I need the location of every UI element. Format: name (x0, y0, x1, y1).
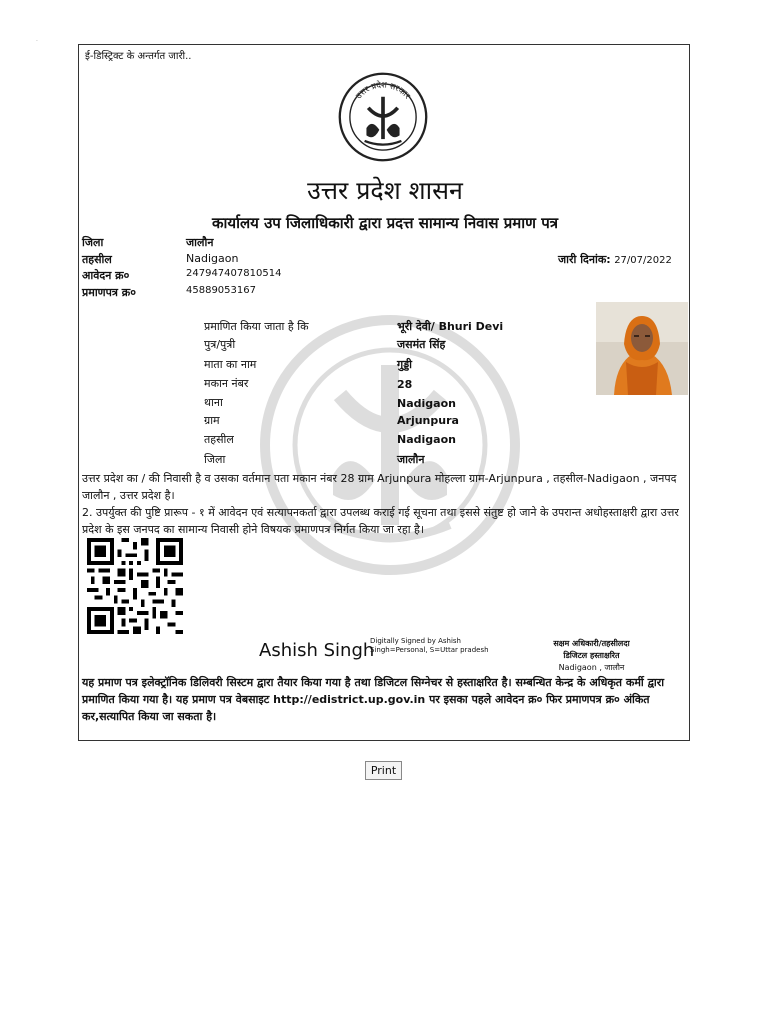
qr-code-icon (87, 538, 183, 634)
header-note: ई-डिस्ट्रिक्ट के अन्तर्गत जारी.. (85, 51, 192, 62)
issue-date-value: 27/07/2022 (614, 255, 672, 266)
application-no-value: 247947407810514 (186, 268, 282, 279)
police-station-value: Nadigaon (397, 397, 456, 410)
mother-name: गुड्डी (397, 358, 413, 371)
authority-digital-signed: डिजिटल हस्ताक्षरित (563, 651, 620, 660)
house-no-value: 28 (397, 378, 413, 391)
parent-label: पुत्र/पुत्री (204, 338, 236, 351)
government-title: उत्तर प्रदेश शासन (307, 176, 463, 205)
up-govt-emblem-icon (337, 71, 429, 163)
digital-signature-line-1: Digitally Signed by Ashish (370, 637, 461, 645)
district-value: जालौन (186, 236, 214, 249)
issue-date-label: जारी दिनांक: (558, 253, 611, 266)
district-label: जिला (82, 236, 104, 249)
page-corner-mark: . (36, 36, 38, 43)
authority-designation: सक्षम अधिकारी/तहसीलदा (553, 639, 630, 648)
certificate (78, 44, 690, 741)
residence-paragraph: उत्तर प्रदेश का / की निवासी है व उसका वर्तमान पता मकान नंबर 28 ग्राम Arjunpura मोहल्ला ग्राम-Arjunpura , तहसील-Nadigaon , जनपद जालौन , उत्तर प्रदेश है। (82, 472, 677, 502)
issue-date (558, 252, 672, 267)
authority-place: Nadigaon , जालौन (558, 663, 625, 672)
parent-name: जसमंत सिंह (397, 338, 446, 351)
applicant-name: भूरी देवी/ Bhuri Devi (397, 320, 504, 333)
office-title: कार्यालय उप जिलाधिकारी द्वारा प्रदत्त सामान्य निवास प्रमाण पत्र (212, 214, 558, 232)
print-button[interactable]: Print (365, 761, 402, 780)
signer-name: Ashish Singh (259, 640, 375, 661)
district-detail-label: जिला (204, 453, 226, 466)
authority-block (519, 638, 664, 674)
tehsil-detail-label: तहसील (204, 433, 234, 446)
house-no-label: मकान नंबर (204, 377, 249, 390)
certificate-no-label: प्रमाणपत्र क्र० (82, 286, 136, 299)
application-no-label: आवेदन क्र० (82, 269, 130, 282)
emblem-text: उत्तर प्रदेश सरकार (353, 79, 413, 101)
tehsil-detail-value: Nadigaon (397, 433, 456, 446)
footer-note: यह प्रमाण पत्र इलेक्ट्रॉनिक डिलिवरी सिस्टम द्वारा तैयार किया गया है तथा डिजिटल सिग्नेचर से हस्ताक्षरित है। सम्बन्धित केन्द्र के अधिकृत कर्मी द्वारा प्रमाणित किया गया है। यह प्रमाण पत्र वेबसाइट http://edistrict.up.gov.in पर इसका पहले आवेदन क्र० फिर प्रमाणपत्र क्र० अंकित कर,सत्यापित किया जा सकता है। (82, 676, 665, 723)
village-value: Arjunpura (397, 414, 459, 427)
police-station-label: थाना (204, 396, 223, 409)
district-detail-value: जालौन (397, 453, 425, 466)
digital-signature-line-2: Singh=Personal, S=Uttar pradesh (370, 646, 489, 654)
digital-signature-text (370, 637, 490, 655)
certificate-no-value: 45889053167 (186, 285, 256, 296)
verification-paragraph: 2. उपर्युक्त की पुष्टि प्रारूप - १ में आवेदन एवं सत्यापनकर्ता द्वारा उपलब्ध कराई गई सूचना तथा इससे संतुष्ट हो जाने के उपरान्त अधोहस्ताक्षरी द्वारा उत्तर प्रदेश के इस जनपद का सामान्य निवासी होने विषयक प्रमाणपत्र निर्गत किया जा रहा है। (82, 506, 679, 536)
mother-label: माता का नाम (204, 358, 257, 371)
village-label: ग्राम (204, 414, 220, 427)
tehsil-label: तहसील (82, 253, 112, 266)
tehsil-value: Nadigaon (186, 252, 239, 265)
certify-label: प्रमाणित किया जाता है कि (204, 320, 309, 333)
applicant-photo (596, 302, 688, 395)
